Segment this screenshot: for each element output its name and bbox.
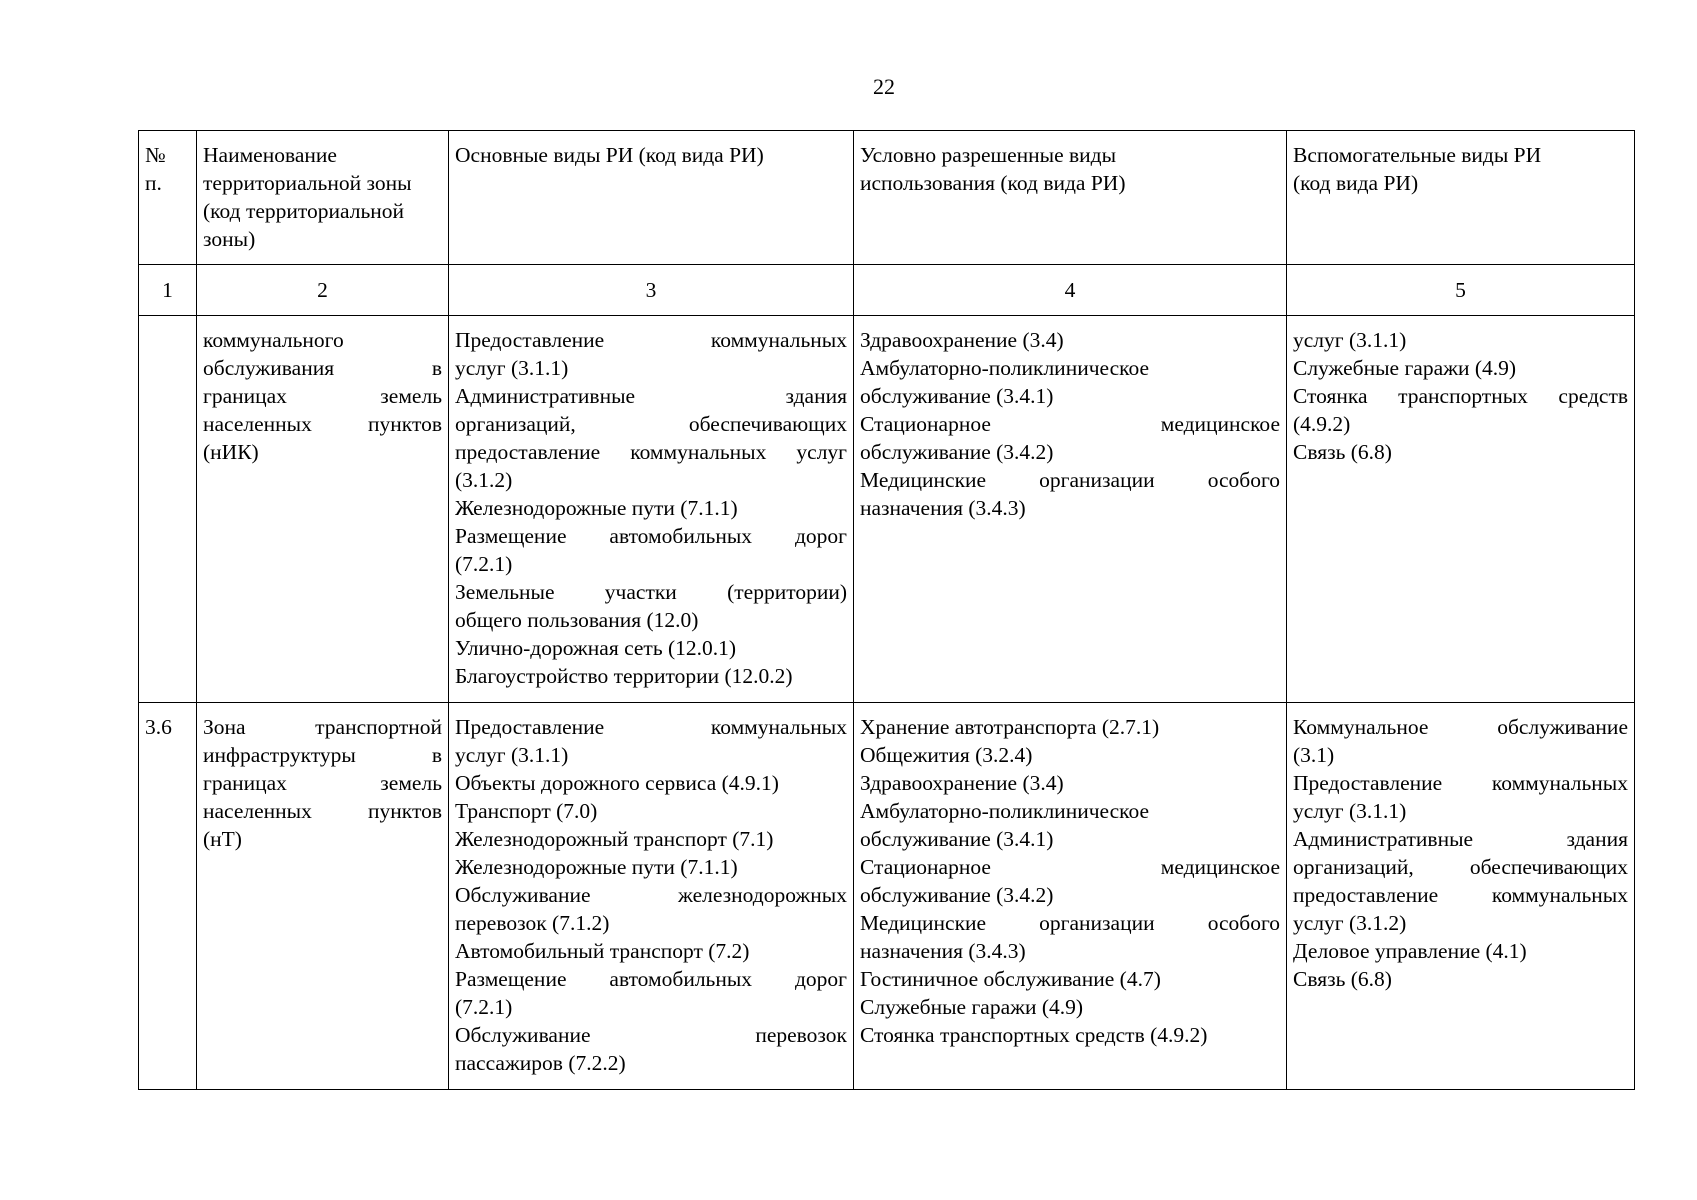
cell-line: Связь (6.8) [1293, 440, 1392, 464]
cell-line: общего пользования (12.0) [455, 608, 699, 632]
header-text-line: (код вида РИ) [1293, 171, 1419, 195]
main-uses-cell [449, 316, 854, 703]
cell-line: Размещение автомобильных дорог [455, 524, 847, 548]
cell-line: услуг (3.1.1) [1293, 328, 1407, 352]
cell-line: Здравоохранение (3.4) [860, 328, 1064, 352]
conditional-uses-cell [854, 703, 1287, 1090]
header-zone-name [197, 131, 449, 265]
cell-line: Амбулаторно-поликлиническое [860, 799, 1150, 823]
row-number-cell: 3.6 [139, 703, 197, 1090]
cell-line: населенных пунктов [203, 412, 442, 436]
column-number: 2 [197, 265, 449, 316]
cell-line: Деловое управление (4.1) [1293, 939, 1527, 963]
cell-line: (7.2.1) [455, 552, 513, 576]
cell-line: Железнодорожные пути (7.1.1) [455, 855, 738, 879]
cell-line: Коммунальное обслуживание [1293, 715, 1628, 739]
cell-line: Служебные гаражи (4.9) [1293, 356, 1517, 380]
cell-line: Стационарное медицинское [860, 412, 1280, 436]
cell-line: (4.9.2) [1293, 412, 1351, 436]
cell-line: коммунального [203, 328, 344, 352]
table-header-row [139, 131, 1635, 265]
header-main-uses [449, 131, 854, 265]
auxiliary-uses-cell [1287, 316, 1635, 703]
cell-line: (нТ) [203, 827, 242, 851]
cell-line: границах земель [203, 384, 442, 408]
cell-line: Автомобильный транспорт (7.2) [455, 939, 750, 963]
cell-line: организаций, обеспечивающих [1293, 855, 1628, 879]
cell-line: Улично-дорожная сеть (12.0.1) [455, 636, 737, 660]
cell-line: обслуживания в [203, 356, 442, 380]
cell-line: Обслуживание железнодорожных [455, 883, 847, 907]
cell-line: Размещение автомобильных дорог [455, 967, 847, 991]
cell-line: предоставление коммунальных услуг [455, 440, 847, 464]
header-text-line: Условно разрешенные виды [860, 143, 1117, 167]
cell-line: Транспорт (7.0) [455, 799, 598, 823]
header-text-line: п. [145, 171, 162, 195]
cell-line: Предоставление коммунальных [455, 328, 847, 352]
cell-line: Предоставление коммунальных [455, 715, 847, 739]
cell-line: услуг (3.1.1) [455, 743, 569, 767]
header-text-line: Основные виды РИ (код вида РИ) [455, 143, 764, 167]
cell-line: перевозок (7.1.2) [455, 911, 610, 935]
header-text-line: территориальной зоны [203, 171, 412, 195]
cell-line: Административные здания [455, 384, 847, 408]
zone-name-cell [197, 316, 449, 703]
cell-line: пассажиров (7.2.2) [455, 1051, 626, 1075]
cell-line: услуг (3.1.1) [1293, 799, 1407, 823]
header-text-line: зоны) [203, 227, 256, 251]
cell-line: Земельные участки (территории) [455, 580, 847, 604]
cell-line: предоставление коммунальных [1293, 883, 1628, 907]
cell-line: Железнодорожный транспорт (7.1) [455, 827, 774, 851]
zoning-table [138, 130, 1635, 1090]
header-auxiliary-uses [1287, 131, 1635, 265]
cell-line: границах земель [203, 771, 442, 795]
cell-line: обслуживание (3.4.2) [860, 883, 1054, 907]
cell-line: Стоянка транспортных средств [1293, 384, 1628, 408]
cell-line: Зона транспортной [203, 715, 442, 739]
column-number-row [139, 265, 1635, 316]
cell-line: Предоставление коммунальных [1293, 771, 1628, 795]
column-number: 5 [1287, 265, 1635, 316]
column-number: 1 [139, 265, 197, 316]
cell-line: (3.1) [1293, 743, 1335, 767]
cell-line: Медицинские организации особого [860, 911, 1280, 935]
cell-line: Медицинские организации особого [860, 468, 1280, 492]
cell-line: Хранение автотранспорта (2.7.1) [860, 715, 1160, 739]
cell-line: обслуживание (3.4.1) [860, 827, 1054, 851]
cell-line: Стоянка транспортных средств (4.9.2) [860, 1023, 1208, 1047]
cell-line: обслуживание (3.4.1) [860, 384, 1054, 408]
zone-name-cell [197, 703, 449, 1090]
cell-line: назначения (3.4.3) [860, 496, 1026, 520]
column-number: 3 [449, 265, 854, 316]
cell-line: Стационарное медицинское [860, 855, 1280, 879]
cell-line: Здравоохранение (3.4) [860, 771, 1064, 795]
header-number [139, 131, 197, 265]
cell-line: услуг (3.1.1) [455, 356, 569, 380]
cell-line: организаций, обеспечивающих [455, 412, 847, 436]
cell-line: услуг (3.1.2) [1293, 911, 1407, 935]
header-text-line: Вспомогательные виды РИ [1293, 143, 1542, 167]
cell-line: Железнодорожные пути (7.1.1) [455, 496, 738, 520]
table-row [139, 316, 1635, 703]
auxiliary-uses-cell [1287, 703, 1635, 1090]
cell-line: Административные здания [1293, 827, 1628, 851]
header-text-line: (код территориальной [203, 199, 405, 223]
header-text-line: Наименование [203, 143, 337, 167]
conditional-uses-cell [854, 316, 1287, 703]
cell-line: (7.2.1) [455, 995, 513, 1019]
main-uses-cell [449, 703, 854, 1090]
cell-line: населенных пунктов [203, 799, 442, 823]
header-text-line: использования (код вида РИ) [860, 171, 1126, 195]
row-number-cell [139, 316, 197, 703]
cell-line: (нИК) [203, 440, 259, 464]
page-number: 22 [873, 74, 895, 99]
cell-line: Обслуживание перевозок [455, 1023, 847, 1047]
cell-line: (3.1.2) [455, 468, 513, 492]
cell-line: Гостиничное обслуживание (4.7) [860, 967, 1161, 991]
cell-line: Объекты дорожного сервиса (4.9.1) [455, 771, 779, 795]
cell-line: Амбулаторно-поликлиническое [860, 356, 1150, 380]
cell-line: Служебные гаражи (4.9) [860, 995, 1084, 1019]
cell-line: Связь (6.8) [1293, 967, 1392, 991]
table-row [139, 703, 1635, 1090]
header-conditional-uses [854, 131, 1287, 265]
column-number: 4 [854, 265, 1287, 316]
cell-line: обслуживание (3.4.2) [860, 440, 1054, 464]
cell-line: инфраструктуры в [203, 743, 442, 767]
cell-line: назначения (3.4.3) [860, 939, 1026, 963]
cell-line: Благоустройство территории (12.0.2) [455, 664, 793, 688]
header-text-line: № [145, 143, 166, 167]
cell-line: Общежития (3.2.4) [860, 743, 1033, 767]
